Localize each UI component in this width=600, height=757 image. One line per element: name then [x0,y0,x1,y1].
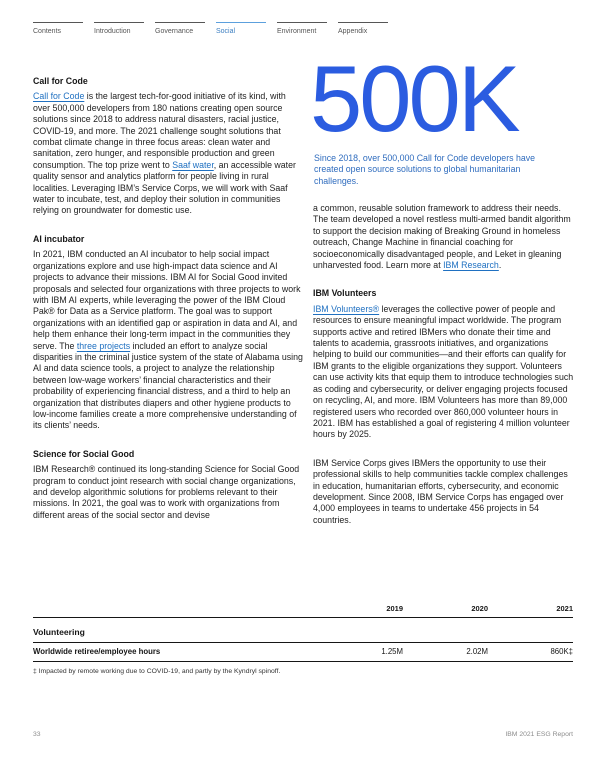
nav-tab-governance[interactable]: Governance [155,22,205,36]
text-segment: , an accessible water quality sensor and analytics platform for people living in rural localities. Leveraging IBM’s Service Corps, we will work with Saaf water to incubate, test, and deploy their solution in communities relying on groundwater for domestic use. [33,159,296,216]
table-year-2019: 2019 [386,604,403,613]
text-segment: included an effort to analyze social disparities in the criminal justice system of the state of Alabama using AI and data science tools, a project to analyze the relationship between low-wage workers’ financial characteristics and their probability of experiencing financial distress, and a third to help an organization that distributes diapers and other hygiene products to low-income families create a more comprehensive understanding of its clients’ needs. [33,340,303,431]
top-nav [33,22,399,36]
report-title: IBM 2021 ESG Report [505,731,573,738]
para-ibm-service-corps: IBM Service Corps gives IBMers the opportunity to use their professional skills to help communities tackle complex challenges in education, humanitarian efforts, cybersecurity, and economic development. Since 2008, IBM Service Corps has engaged over 4,000 employees in teams to undertake 456 projects in 54 countries. [313,457,568,525]
text-segment: . [498,260,502,271]
volunteering-table [33,604,573,675]
table-row [33,643,573,662]
para-call-for-code [33,91,304,216]
nav-tab-introduction[interactable]: Introduction [94,22,144,36]
para-science-for-social-good: IBM Research® continued its long-standing Science for Social Good program to conduct joint research with social change organizations, and develop algorithmic solutions for problems relevant to their missions. In 2021, the goal was to work with organizations from different areas of the social sector and devise [33,464,300,520]
heading-ibm-volunteers: IBM Volunteers [313,288,377,299]
heading-ai-incubator: AI incubator [33,233,85,244]
text-segment: is the largest tech-for-good initiative of its kind, with over 500,000 developers from 180 nations creating open source solutions since 2018 to address natural disasters, racial justice, COVID-19, and more. The 2021 challenge sought solutions that combat climate change in three focus areas: clean water and sanitation, zero hunger, and responsible production and green consumption. The top prize went to [33,91,286,170]
table-section-title: Volunteering [33,618,573,643]
inline-link[interactable]: Saaf water [172,159,214,170]
inline-link[interactable]: IBM Volunteers® [313,303,380,314]
table-value-2019: 1.25M [381,647,403,656]
table-value-2020: 2.02M [466,647,488,656]
table-row-label: Worldwide retiree/employee hours [33,647,161,656]
right-column [313,203,577,526]
table-year-header-row [33,604,573,618]
para-science-continuation [313,203,577,271]
inline-link[interactable]: IBM Research [443,260,499,271]
para-ai-incubator [33,249,304,432]
heading-science-for-social-good: Science for Social Good [33,448,135,459]
text-segment: a common, reusable solution framework to address their needs. The team developed a novel restless multi-armed bandit algorithm to support the decision making of Breaking Ground in homeless outreach, Change Machine in financial coaching for socioeconomically disadvantaged people, and Leket in gleaning unharvested food. Learn more at [313,203,571,271]
page-number: 33 [33,731,41,738]
table-year-2021: 2021 [556,604,573,613]
table-value-2021: 860K‡ [550,647,573,656]
stat-block [310,46,544,187]
nav-tab-environment[interactable]: Environment [277,22,327,36]
table-year-2020: 2020 [471,604,488,613]
table-footnote: ‡ Impacted by remote working due to COVID-19, and partly by the Kyndryl spinoff. [33,668,281,675]
para-ibm-volunteers [313,304,577,441]
text-segment: In 2021, IBM conducted an AI incubator to help social impact organizations explore and use high-impact data science and AI projects to advance their missions. IBM AI for Social Good invited proposals and selected four organizations with three projects to work with IBM AI experts, while leveraging the power of the IBM Cloud Pak® for Data as a Service platform. The goal was to support organizations with an identified gap or aspiration in data and AI, and help them enhance their long-term impact in the communities they serve. The [33,249,301,351]
nav-tab-contents[interactable]: Contents [33,22,83,36]
stat-value: 500K [310,46,518,151]
nav-tab-social[interactable]: Social [216,22,266,36]
stat-caption: Since 2018, over 500,000 Call for Code developers have created open source solutions to global humanitarian challenges. [314,153,536,186]
inline-link[interactable]: Call for Code [33,91,85,102]
inline-link[interactable]: three projects [76,340,131,351]
text-segment: leverages the collective power of people and resources to ensure meaningful impact worldwide. The program supports active and retired IBMers who donate their time and talents to academia, grassroots initiatives, and organizations helping to build our communities—and their efforts can qualify for IBM grants to the eligible organizations they support. Volunteers can use activity kits that equip them to introduce technologies such as coding and cybersecurity, or deliver engaging projects focused on recycling, AI, and more. IBM Volunteers has more than 89,000 registered users who recorded over 860,000 volunteer hours in 2021. IBM has established a goal of registering 4 million volunteer hours by 2025. [313,303,574,440]
nav-tab-appendix[interactable]: Appendix [338,22,388,36]
left-column [33,76,304,521]
heading-call-for-code: Call for Code [33,76,88,86]
